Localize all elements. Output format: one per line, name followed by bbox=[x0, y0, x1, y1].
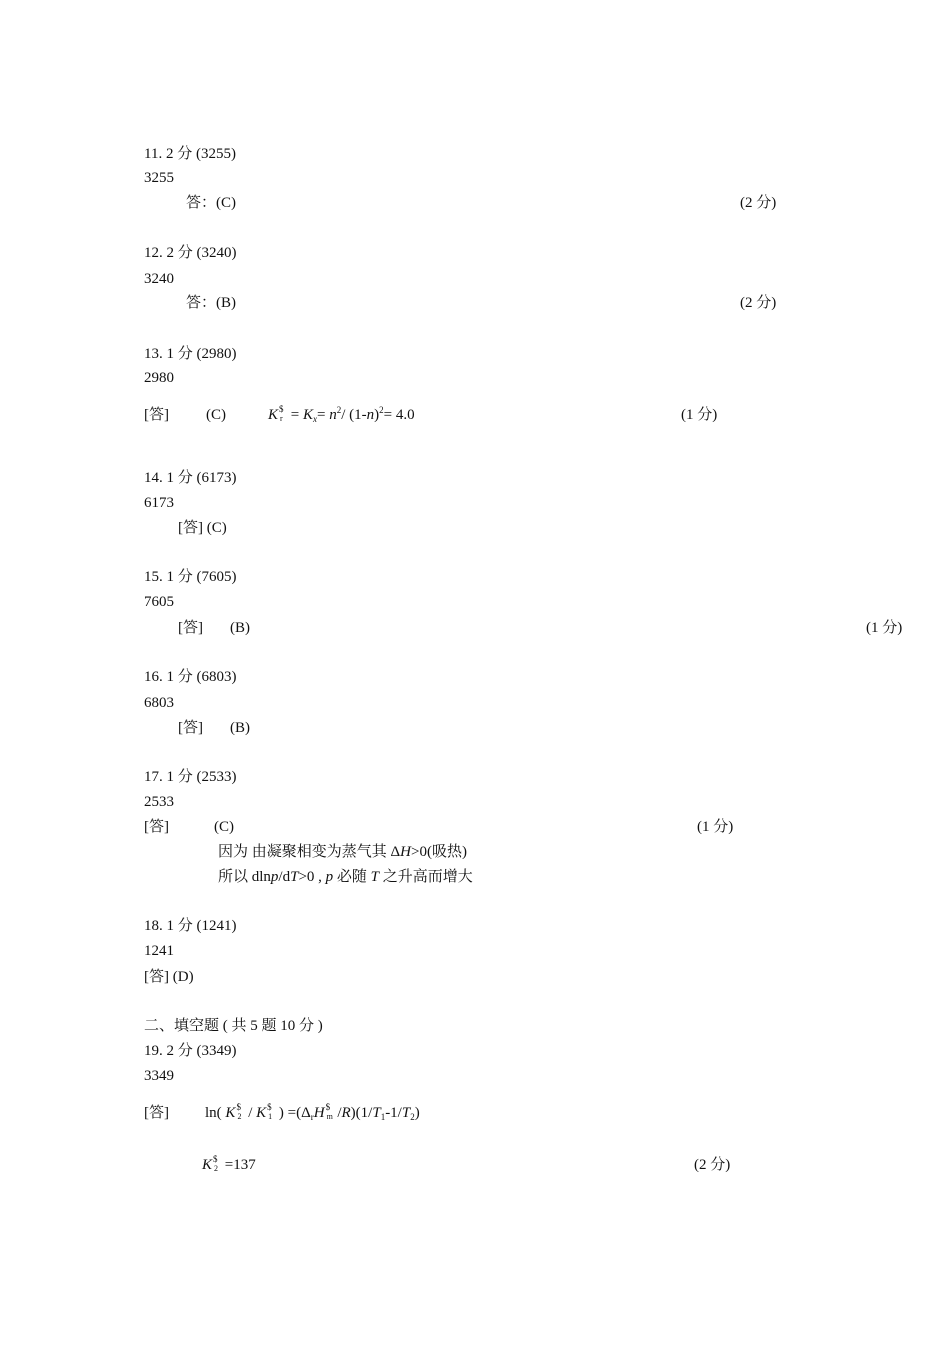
q12-header: 12. 2 分 (3240) bbox=[144, 245, 237, 261]
q13-header: 13. 1 分 (2980) bbox=[144, 346, 237, 362]
q19-answer-label: [答] bbox=[144, 1105, 169, 1121]
q15-code: 7605 bbox=[144, 594, 174, 610]
q19-result: K $ 2 =137 bbox=[202, 1154, 256, 1173]
q16-code: 6803 bbox=[144, 695, 174, 711]
q13-choice: (C) bbox=[206, 407, 226, 423]
q17-answer-label: [答] bbox=[144, 819, 169, 835]
q15-answer-label: [答] bbox=[178, 620, 203, 636]
q13-answer-label: [答] bbox=[144, 407, 169, 423]
q17-explanation-line1: 因为 由凝聚相变为蒸气其 ΔH>0(吸热) bbox=[218, 844, 467, 860]
q15-score: (1 分) bbox=[866, 620, 903, 636]
q11-code: 3255 bbox=[144, 170, 174, 186]
q12-score: (2 分) bbox=[740, 295, 777, 311]
q19-score: (2 分) bbox=[694, 1157, 731, 1173]
q16-header: 16. 1 分 (6803) bbox=[144, 669, 237, 685]
q13-score: (1 分) bbox=[681, 407, 718, 423]
q18-header: 18. 1 分 (1241) bbox=[144, 918, 237, 934]
q15-choice: (B) bbox=[230, 620, 250, 636]
q16-answer-label: [答] bbox=[178, 720, 203, 736]
q11-answer: 答：(C) bbox=[186, 195, 236, 211]
q18-answer: [答] (D) bbox=[144, 969, 194, 985]
q14-header: 14. 1 分 (6173) bbox=[144, 470, 237, 486]
section-title: 二、填空题 ( 共 5 题 10 分 ) bbox=[144, 1018, 323, 1034]
q15-header: 15. 1 分 (7605) bbox=[144, 569, 237, 585]
q13-formula: K $ r = $K_x= n^2/$ $(1-n)^2= 4.0$ bbox=[268, 404, 415, 424]
q16-choice: (B) bbox=[230, 720, 250, 736]
q17-choice: (C) bbox=[214, 819, 234, 835]
q12-answer: 答：(B) bbox=[186, 295, 236, 311]
q19-header: 19. 2 分 (3349) bbox=[144, 1043, 237, 1059]
q19-formula: ln( K $ 2 / K $ 1 ) $=(\Delta_rH$ $ m $/R)(1/T_1-1/T_2)$ bbox=[205, 1102, 420, 1122]
q17-explanation-line2: 所以 dlnp/dT>0 , p 必随 T 之升高而增大 bbox=[218, 869, 473, 885]
q14-answer: [答] (C) bbox=[178, 520, 227, 536]
q18-code: 1241 bbox=[144, 943, 174, 959]
q11-header: 11. 2 分 (3255) bbox=[144, 146, 236, 162]
q14-code: 6173 bbox=[144, 495, 174, 511]
q19-code: 3349 bbox=[144, 1068, 174, 1084]
q11-score: (2 分) bbox=[740, 195, 777, 211]
q12-code: 3240 bbox=[144, 271, 174, 287]
q13-code: 2980 bbox=[144, 370, 174, 386]
q17-code: 2533 bbox=[144, 794, 174, 810]
q17-score: (1 分) bbox=[697, 819, 734, 835]
q17-header: 17. 1 分 (2533) bbox=[144, 769, 237, 785]
